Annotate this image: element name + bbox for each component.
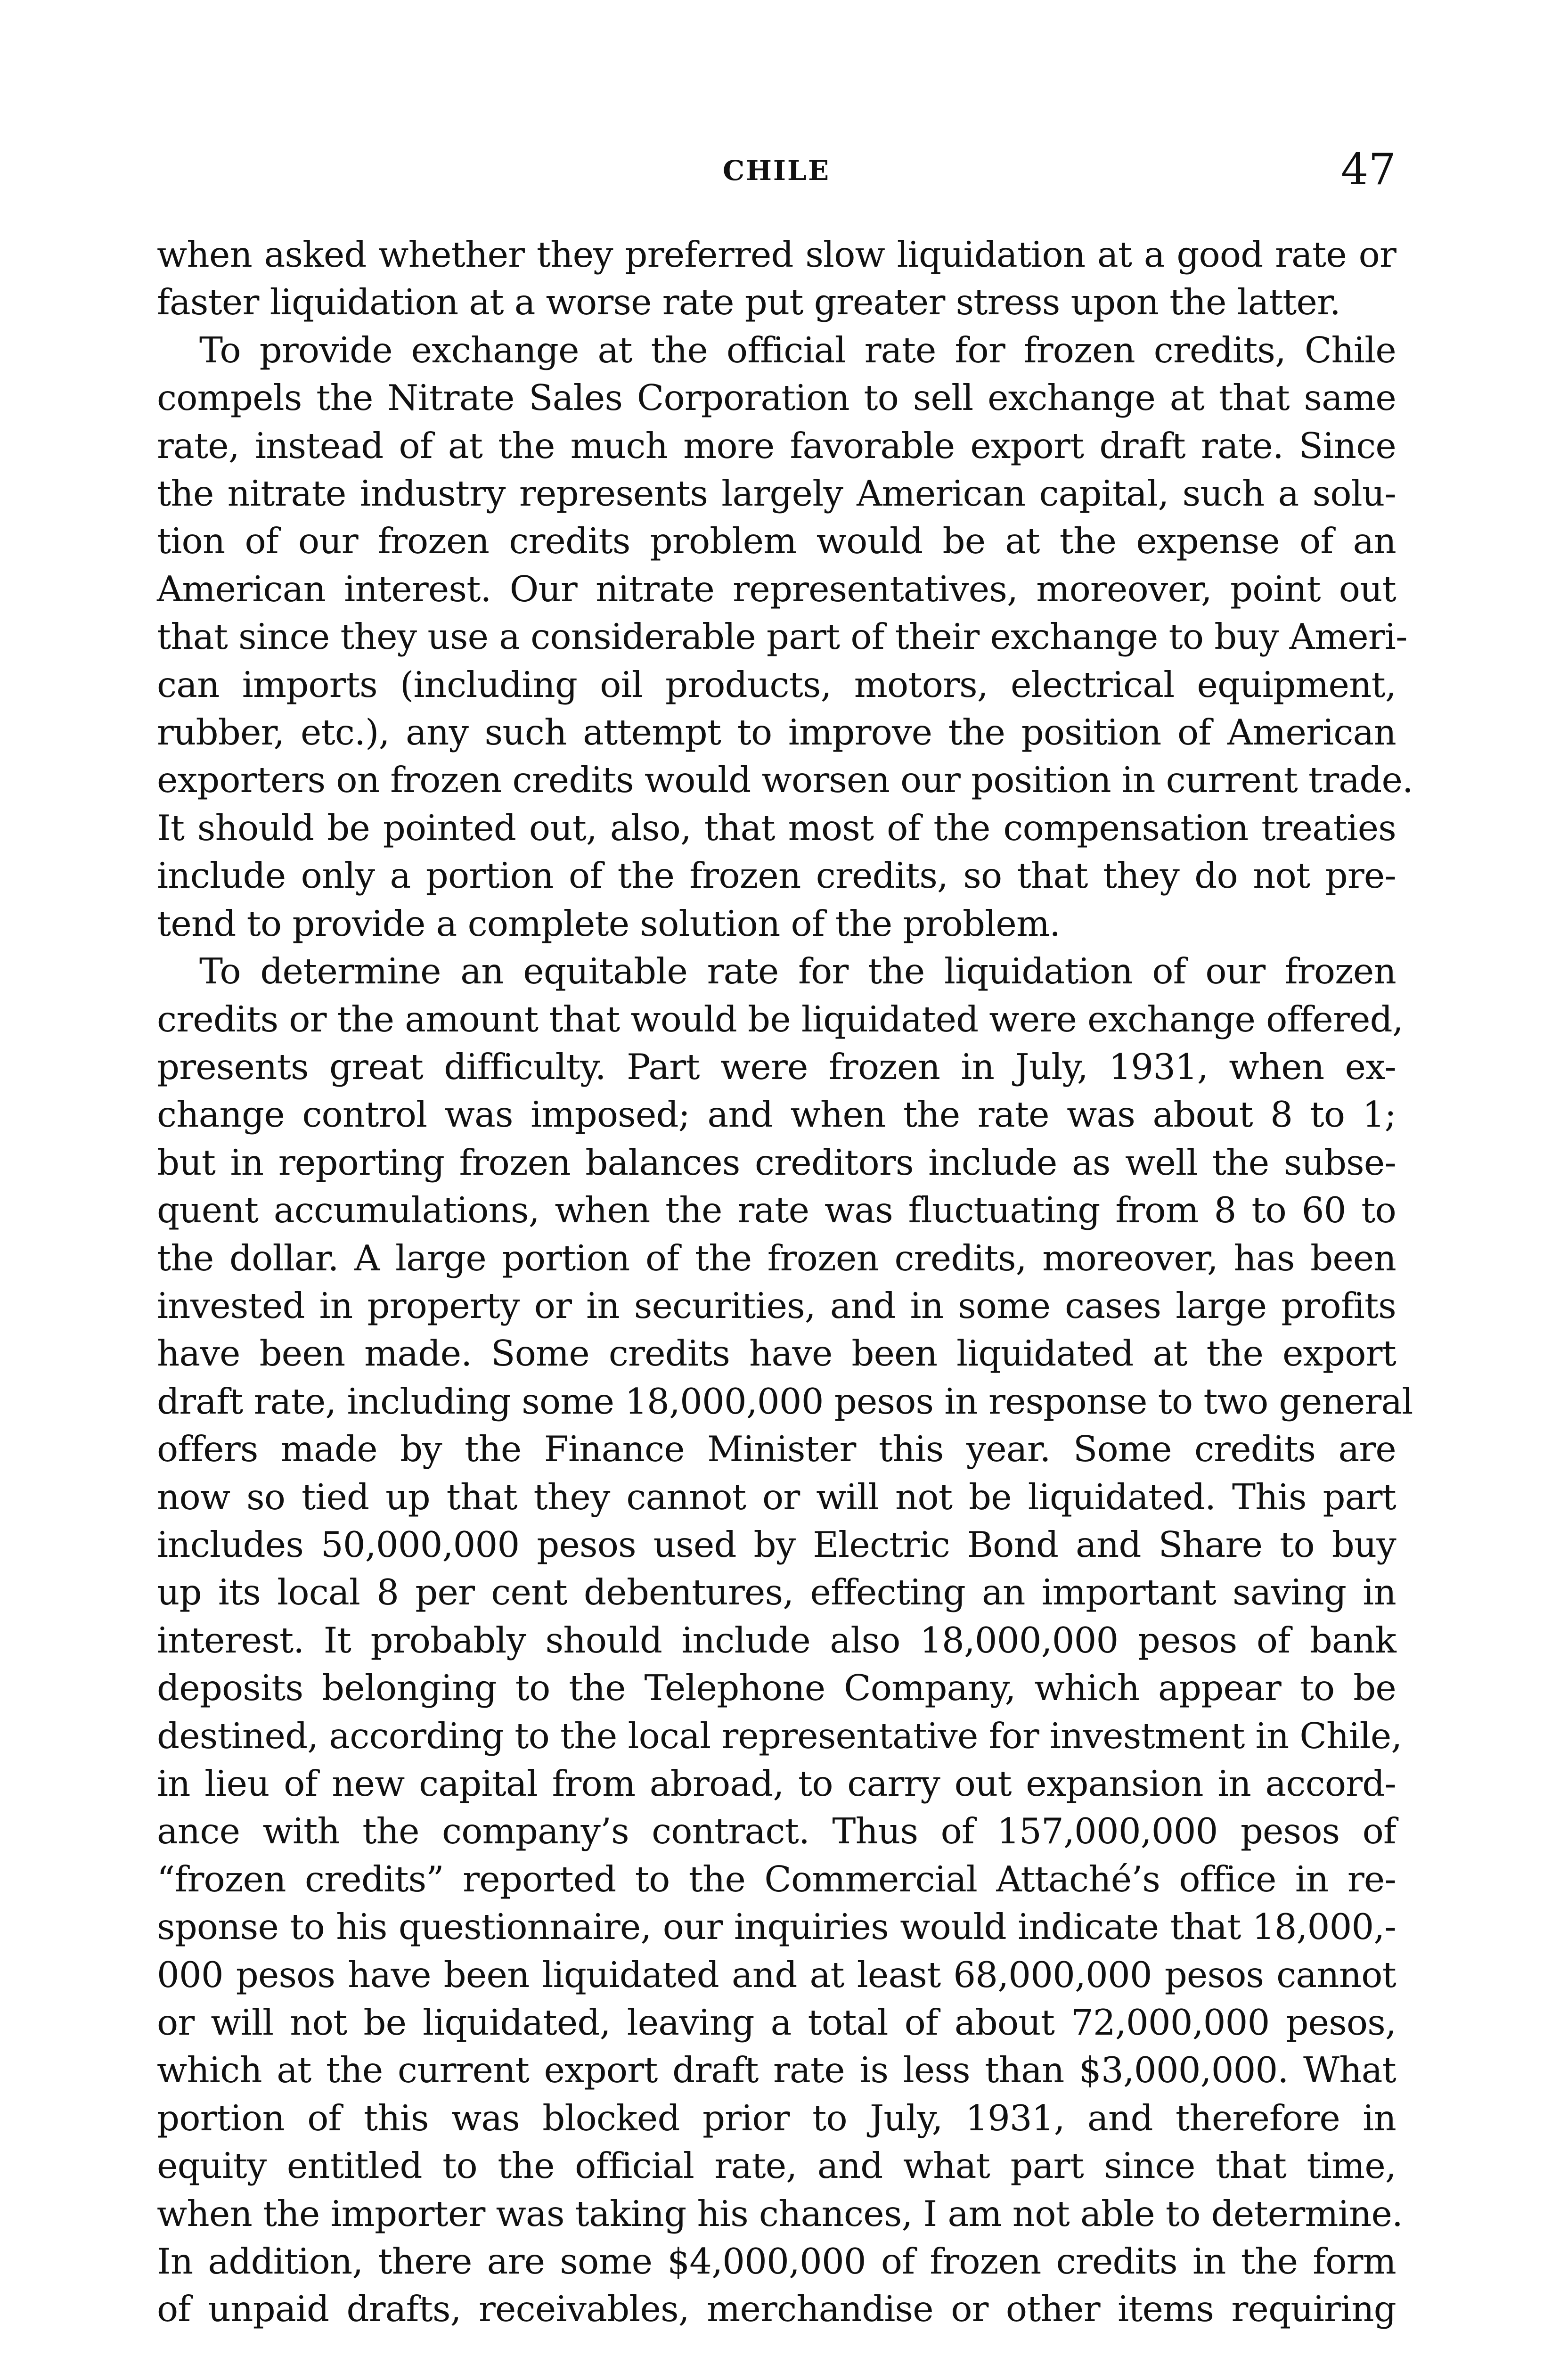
text-line: invested in property or in securities, and in some cases large profits: [157, 1284, 1396, 1326]
text-line: rubber, etc.), any such attempt to improve the position of American: [157, 712, 1396, 753]
text-line: portion of this was blocked prior to July, 1931, and therefore in: [157, 2097, 1396, 2139]
text-line: interest. It probably should include also 18,000,000 pesos of bank: [157, 1619, 1396, 1661]
text-line: includes 50,000,000 pesos used by Electric Bond and Share to buy: [157, 1523, 1396, 1565]
text-line: draft rate, including some 18,000,000 pesos in response to two general: [157, 1380, 1413, 1422]
text-line: equity entitled to the official rate, and what part since that time,: [157, 2145, 1396, 2187]
text-line: sponse to his questionnaire, our inquiries would indicate that 18,000,-: [157, 1906, 1396, 1948]
text-line: now so tied up that they cannot or will not be liquidated. This part: [157, 1476, 1396, 1518]
text-line: It should be pointed out, also, that most of the compensation treaties: [157, 807, 1396, 849]
text-line: change control was imposed; and when the rate was about 8 to 1;: [157, 1094, 1396, 1136]
text-line: To determine an equitable rate for the liquidation of our frozen: [199, 950, 1396, 992]
text-line: tion of our frozen credits problem would be at the expense of an: [157, 520, 1396, 562]
text-line: compels the Nitrate Sales Corporation to sell exchange at that same: [157, 377, 1396, 419]
text-line: faster liquidation at a worse rate put greater stress upon the latter.: [157, 281, 1340, 323]
text-line: that since they use a considerable part of their exchange to buy Ameri-: [157, 616, 1407, 658]
text-line: ance with the company’s contract. Thus of 157,000,000 pesos of: [157, 1810, 1396, 1852]
paragraph: [157, 231, 1396, 327]
text-line: or will not be liquidated, leaving a total of about 72,000,000 pesos,: [157, 2002, 1396, 2044]
text-line: include only a portion of the frozen credits, so that they do not pre-: [157, 855, 1396, 897]
text-line: In addition, there are some $4,000,000 of frozen credits in the form: [157, 2241, 1396, 2282]
text-line: 000 pesos have been liquidated and at least 68,000,000 pesos cannot: [157, 1954, 1396, 1996]
text-line: when asked whether they preferred slow liquidation at a good rate or: [157, 234, 1396, 275]
text-line: rate, instead of at the much more favorable export draft rate. Since: [157, 425, 1396, 466]
paragraph: [157, 948, 1413, 2333]
text-line: American interest. Our nitrate representatives, moreover, point out: [157, 568, 1396, 610]
paragraph: [157, 327, 1413, 948]
text-line: destined, according to the local representative for investment in Chile,: [157, 1715, 1402, 1757]
text-line: the dollar. A large portion of the frozen credits, moreover, has been: [157, 1237, 1396, 1279]
text-line: offers made by the Finance Minister this year. Some credits are: [157, 1428, 1396, 1470]
text-line: when the importer was taking his chances, I am not able to determine.: [157, 2192, 1403, 2234]
text-line: presents great difficulty. Part were frozen in July, 1931, when ex-: [157, 1046, 1396, 1088]
running-title: CHILE: [722, 155, 831, 187]
text-line: tend to provide a complete solution of the problem.: [157, 902, 1061, 944]
text-line: of unpaid drafts, receivables, merchandise or other items requiring: [157, 2288, 1396, 2330]
text-line: “frozen credits” reported to the Commercial Attaché’s office in re-: [157, 1858, 1396, 1900]
text-line: the nitrate industry represents largely American capital, such a solu-: [157, 473, 1396, 515]
text-line: quent accumulations, when the rate was fluctuating from 8 to 60 to: [157, 1189, 1396, 1231]
text-line: To provide exchange at the official rate for frozen credits, Chile: [199, 329, 1396, 371]
text-line: up its local 8 per cent debentures, effecting an important saving in: [157, 1571, 1396, 1613]
page-number: 47: [1340, 144, 1396, 195]
body-text: [157, 231, 1413, 2333]
text-line: which at the current export draft rate is less than $3,000,000. What: [157, 2049, 1396, 2091]
running-head: [157, 146, 1396, 203]
text-line: exporters on frozen credits would worsen our position in current trade.: [157, 759, 1413, 801]
text-line: can imports (including oil products, motors, electrical equipment,: [157, 663, 1396, 705]
text-line: have been made. Some credits have been liquidated at the export: [157, 1333, 1396, 1374]
text-line: deposits belonging to the Telephone Company, which appear to be: [157, 1667, 1396, 1709]
text-line: but in reporting frozen balances creditors include as well the subse-: [157, 1141, 1396, 1183]
text-line: in lieu of new capital from abroad, to carry out expansion in accord-: [157, 1763, 1396, 1804]
text-line: credits or the amount that would be liquidated were exchange offered,: [157, 998, 1403, 1040]
